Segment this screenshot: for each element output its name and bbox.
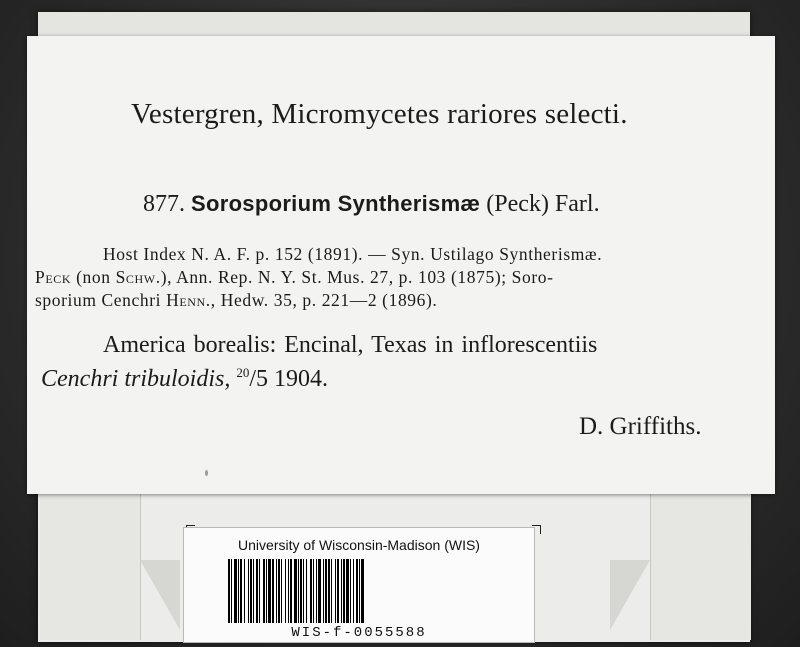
locality-line: America borealis: Encinal, Texas in inflorescentiis <box>103 332 598 358</box>
species-heading <box>143 191 600 218</box>
species-authority: (Peck) Farl. <box>486 191 600 217</box>
collection-day: 20 <box>236 365 250 380</box>
collector-name: D. Griffiths. <box>579 413 702 440</box>
envelope-right-pocket <box>650 490 751 640</box>
specimen-label <box>27 36 775 494</box>
barcode-label <box>183 527 535 643</box>
series-title: Vestergren, Micromycetes rariores selecti. <box>131 98 628 130</box>
barcode <box>228 559 500 623</box>
reference-line-1 <box>103 244 602 265</box>
reference-text: (non <box>71 267 116 287</box>
reference-text: , Hedw. 35, p. 221—2 (1896). <box>210 290 438 310</box>
reference-line-3 <box>35 290 437 311</box>
author-peck: Peck <box>35 267 72 287</box>
species-name: Sorosporium Syntherismæ <box>191 191 481 216</box>
host-date-line <box>41 365 328 393</box>
envelope-right-fold <box>610 560 650 630</box>
author-schw: Schw. <box>115 267 161 287</box>
institution-name: University of Wisconsin-Madison (WIS) <box>238 537 480 553</box>
reference-text: Host Index N. A. F. p. 152 (1891). — Syn. Ustilago Syntherismæ. <box>103 244 603 264</box>
paper-speck <box>205 470 208 476</box>
catalog-number: WIS-f-0055588 <box>291 625 427 641</box>
reference-text: sporium Cenchri <box>35 290 167 310</box>
reference-line-2 <box>35 267 554 288</box>
host-plant: Cenchri tribuloidis, <box>41 366 231 392</box>
collection-date: /5 1904. <box>249 366 329 392</box>
envelope-left-pocket <box>40 490 141 640</box>
reference-text: ), Ann. Rep. N. Y. St. Mus. 27, p. 103 (1875); Soro- <box>160 267 554 287</box>
author-henn: Henn. <box>166 290 211 310</box>
exsiccata-number: 877. <box>143 191 185 217</box>
envelope-left-fold <box>140 560 180 630</box>
barcode-bar <box>364 559 366 623</box>
